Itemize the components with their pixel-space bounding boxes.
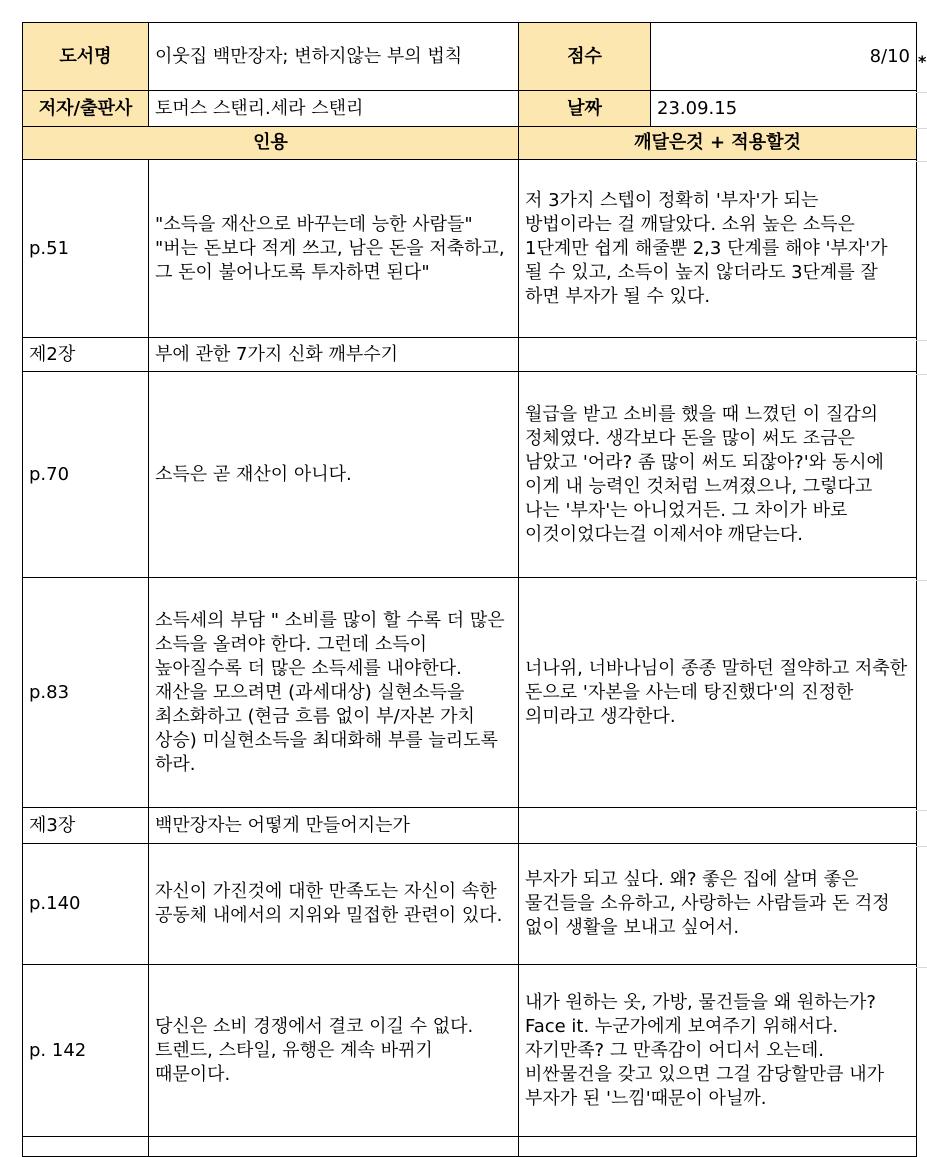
quote-cell[interactable]: 자신이 가진것에 대한 만족도는 자신이 속한 공동체 내에서의 지위와 밀접한 관련이 있다. — [149, 844, 519, 965]
score-value[interactable]: 8/10 — [651, 23, 917, 91]
chapter-row — [23, 808, 917, 844]
table-row — [23, 1137, 917, 1157]
table-row — [23, 372, 917, 578]
title-label: 도서명 — [23, 23, 149, 91]
insight-cell[interactable]: 내가 원하는 옷, 가방, 물건들을 왜 원하는가? Face it. 누군가에게 보여주기 위해서다. 자기만족? 그 만족감이 어디서 오는데. 비싼물건을 갖고 있으면 그걸 감당할만큼 내가 부자가 된 '느낌'때문이 아닐까. — [519, 965, 917, 1137]
quote-cell[interactable]: 소득은 곧 재산이 아니다. — [149, 372, 519, 578]
gridline — [916, 967, 927, 968]
page-cell[interactable]: p.51 — [23, 160, 149, 338]
page-cell[interactable]: p.83 — [23, 578, 149, 808]
gridline — [916, 128, 927, 129]
top-margin — [0, 0, 927, 22]
insight-cell[interactable] — [519, 808, 917, 844]
page-cell[interactable]: p.140 — [23, 844, 149, 965]
gridline — [916, 92, 927, 93]
page-cell[interactable]: p.70 — [23, 372, 149, 578]
chapter-row — [23, 338, 917, 372]
title-row — [23, 23, 917, 91]
table-row — [23, 965, 917, 1137]
quote-cell[interactable]: 당신은 소비 경쟁에서 결코 이길 수 없다. 트렌드, 스타일, 유행은 계속 바뀌기 때문이다. — [149, 965, 519, 1137]
gridline — [916, 810, 927, 811]
page-cell[interactable]: p. 142 — [23, 965, 149, 1137]
chapter-title-cell[interactable]: 부에 관한 7가지 신화 깨부수기 — [149, 338, 519, 372]
insight-cell[interactable]: 너나위, 너바나님이 종종 말하던 절약하고 저축한 돈으로 '자본을 사는데 탕진했다'의 진정한 의미라고 생각한다. — [519, 578, 917, 808]
title-value[interactable]: 이웃집 백만장자; 변하지않는 부의 법칙 — [149, 23, 519, 91]
column-header-row — [23, 127, 917, 160]
insight-cell[interactable]: 저 3가지 스텝이 정확히 '부자'가 되는 방법이라는 걸 깨달았다. 소위 높은 소득은 1단계만 쉽게 해줄뿐 2,3 단계를 해야 '부자'가 될 수 있고, 소득이 높지 않더라도 3단계를 잘 하면 부자가 될 수 있다. — [519, 160, 917, 338]
chapter-cell[interactable]: 제2장 — [23, 338, 149, 372]
gridline — [916, 374, 927, 375]
author-label: 저자/출판사 — [23, 91, 149, 127]
chapter-title-cell[interactable]: 백만장자는 어떻게 만들어지는가 — [149, 808, 519, 844]
gridline — [916, 580, 927, 581]
table-row — [23, 578, 917, 808]
gridline — [916, 340, 927, 341]
page-cell[interactable] — [23, 1137, 149, 1157]
insight-cell[interactable]: 월급을 받고 소비를 했을 때 느꼈던 이 질감의 정체였다. 생각보다 돈을 많이 써도 조금은 남았고 '어라? 좀 많이 써도 되잖아?'와 동시에 이게 내 능력인 것처럼 느껴졌으나, 그렇다고 나는 '부자'는 아니었거든. 그 차이가 바로 이것이었다는걸 이제서야 깨닫는다. — [519, 372, 917, 578]
table-row — [23, 844, 917, 965]
gridline — [916, 846, 927, 847]
score-label: 점수 — [519, 23, 651, 91]
chapter-cell[interactable]: 제3장 — [23, 808, 149, 844]
quote-cell[interactable]: "소득을 재산으로 바꾸는데 능한 사람들" "버는 돈보다 적게 쓰고, 남은 돈을 저축하고, 그 돈이 불어나도록 투자하면 된다" — [149, 160, 519, 338]
insight-cell[interactable] — [519, 338, 917, 372]
quote-cell[interactable] — [149, 1137, 519, 1157]
date-value[interactable]: 23.09.15 — [651, 91, 917, 127]
insight-column-header: 깨달은것 + 적용할것 — [519, 127, 917, 160]
date-label: 날짜 — [519, 91, 651, 127]
edge-mark: * — [918, 52, 927, 71]
insight-cell[interactable] — [519, 1137, 917, 1157]
quote-cell[interactable]: 소득세의 부담 " 소비를 많이 할 수록 더 많은 소득을 올려야 한다. 그런데 소득이 높아질수록 더 많은 소득세를 내야한다. 재산을 모으려면 (과세대상) 실현소득을 최소화하고 (현금 흐름 없이 부/자본 가치 상승) 미실현소득을 최대화해 부를 늘리도록 하라. — [149, 578, 519, 808]
author-row — [23, 91, 917, 127]
book-notes-table — [22, 22, 917, 1157]
insight-cell[interactable]: 부자가 되고 싶다. 왜? 좋은 집에 살며 좋은 물건들을 소유하고, 사랑하는 사람들과 돈 걱정 없이 생활을 보내고 싶어서. — [519, 844, 917, 965]
author-value[interactable]: 토머스 스탠리.세라 스탠리 — [149, 91, 519, 127]
table-row — [23, 160, 917, 338]
gridline — [916, 161, 927, 162]
quote-column-header: 인용 — [23, 127, 519, 160]
